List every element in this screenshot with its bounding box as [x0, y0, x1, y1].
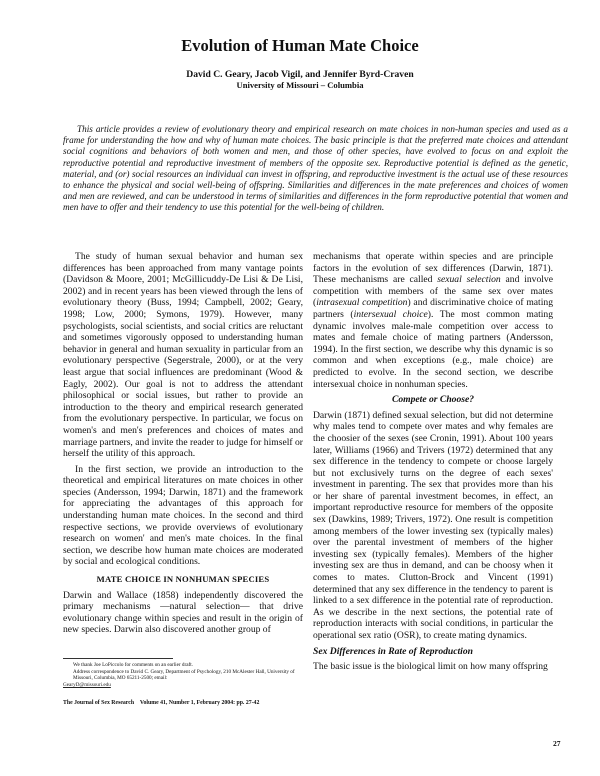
page-number: 27 [553, 739, 561, 748]
text-run: and involve competition with members of the same sex over mates ( [313, 274, 553, 309]
text-run: mechanisms that operate within species and are principle factors in the evolution of sex differences (Darwin, 1871). These mechanisms are called [313, 251, 553, 286]
term-intersexual-choice: intersexual choice [353, 308, 428, 320]
section-heading-mate-choice: MATE CHOICE IN NONHUMAN SPECIES [96, 574, 270, 585]
section-paragraph-darwin-wallace: Darwin and Wallace (1858) independently discovered the primary mechanisms —natural selection— that drive evolutionary change within species and result in the origin of new species. Darwin also discovered another group of [63, 589, 303, 636]
rate-of-reproduction-paragraph: The basic issue is the biological limit on how many offspring [313, 661, 548, 673]
term-intrasexual-competition: intrasexual competition [316, 297, 408, 309]
intro-paragraph-1: The study of human sexual behavior and human sex differences has been approached from many vantage points (Davidson & Moore, 2001; McGillicuddy-De Lisi & De Lisi, 2002) and in recent years has been viewed through the lens of evolutionary theory (Buss, 1994; Campbell, 2002; Geary, 1998; Low, 2000; Symons, 1979). However, many psychologists, social scientists, and social critics are reluctant and sometimes vigorously opposed to understanding human behavior in general and human sexuality in particular from an evolutionary perspective (Segerstrale, 2000), or at the very least argue that social influences are predominant (Wood & Eagly, 2002). Our goal is not to address the attendant philosophical or social issues, but rather to provide an introduction to the theory and empirical research generated from the evolutionary perspective. In particular, we focus on women's and men's preferences and choices of mates and marriage partners, and invite the reader to judge for himself or herself the utility of this approach. [63, 251, 303, 460]
journal-name: The Journal of Sex Research [63, 700, 135, 706]
subsection-heading-compete-or-choose: Compete or Choose? [391, 394, 475, 406]
journal-footer [63, 700, 323, 706]
footnote-acknowledgment: We thank Joe LoPiccolo for comments on an earlier draft. [73, 662, 194, 668]
correspondence-email-link[interactable]: GearyD@missouri.edu [63, 681, 111, 688]
affiliation: University of Missouri – Columbia [236, 80, 364, 90]
footnote-divider [63, 658, 173, 659]
intro-paragraph-2: In the first section, we provide an introduction to the theoretical and empirical literatures on mate choices in other species (Andersson, 1994; Darwin, 1871) and the framework for appreciating the advantages of this approach for understanding human mate choices. In the second and third respective sections, we provide overviews of evolutionary research on women' and men's mate choices. In the final section, we describe how human mate choices are moderated by social and ecological conditions. [63, 463, 303, 568]
journal-volume: Volume 41, Number 1, February 2004: pp. 27-42 [139, 700, 260, 706]
subsection-heading-rate-of-reproduction: Sex Differences in Rate of Reproduction [313, 645, 473, 657]
term-sexual-selection: sexual selection [437, 274, 501, 286]
author-list: David C. Geary, Jacob Vigil, and Jennifer Byrd-Craven [186, 69, 414, 80]
right-column [313, 251, 553, 677]
footnotes [63, 662, 303, 688]
paper-title: Evolution of Human Mate Choice [181, 36, 419, 55]
compete-or-choose-paragraph: Darwin (1871) defined sexual selection, but did not determine why males tend to compete over mates and why females are the choosier of the sexes (see Cronin, 1991). About 100 years later, Williams (1966) and Trivers (1972) determined that any sex difference in the tendency to compete or choose largely but not exclusively turns on the degree of each sexes' investment in parenting. The sex that provides more than his or her share of parental investment becomes, in effect, an important reproductive resource for members of the opposite sex (Dawkins, 1989; Trivers, 1972). One result is competition among members of the lower investing sex (typically males) over the parental investment of members of the higher investing sex (typically females). Members of the higher investing sex are thus in demand, and can be choosy when it comes to mates. Clutton-Brock and Vincent (1991) determined that any sex difference in the tendency to parent is linked to a sex difference in the potential rate of reproduction. As we describe in the next sections, the potential rate of reproduction interacts with social conditions, in particular the operational sex ratio (OSR), to create mating dynamics. [313, 409, 553, 641]
abstract: This article provides a review of evolutionary theory and empirical research on mate choices in non-human species and used as a frame for understanding the how and why of human mate choices. The basic principle is that the preferred mate choices and attendant social cognitions and behaviors of both women and men, and those of other species, have evolved to focus on and exploit the reproductive potential and reproductive investment of members of the opposite sex. Reproductive potential is defined as the genetic, material, and (or) social resources an individual can invest in offspring, and reproductive investment is the actual use of these resources to enhance the physical and social well-being of offspring. Similarities and differences in the mate preferences and choices of women and men are reviewed, and can be understood in terms of similarities and differences in the form reproductive potential that women and men have to offer and their tendency to use this potential for the well-being of children. [63, 124, 568, 213]
text-run: ) and discriminative choice of mating partners ( [313, 297, 553, 320]
text-run: ). The most common mating dynamic involves male-male competition over access to mates and female choice of mating partners (Andersson, 1994). In the first section, we describe why this dynamic is so common and when exceptions (e.g., male choice) are predicted to evolve. In the second section, we describe intersexual choice in nonhuman species. [313, 308, 554, 390]
footnote-correspondence: Address correspondence to David C. Geary, Department of Psychology, 210 McAlester Hall, University of Missouri, Columbia, MO 65211-2500; email: [73, 668, 295, 682]
left-column [63, 251, 303, 640]
sexual-selection-paragraph [313, 251, 553, 390]
